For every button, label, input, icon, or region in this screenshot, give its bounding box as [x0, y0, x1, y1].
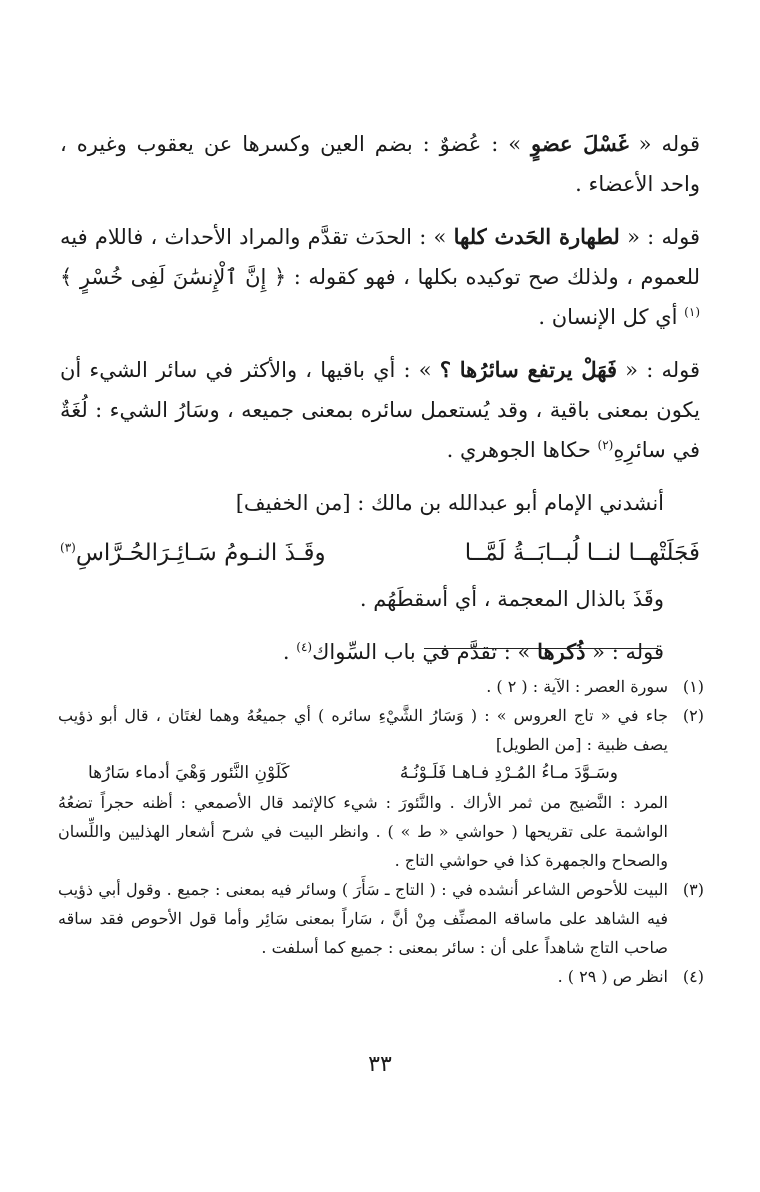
- paragraph-text: » : أي باقيها ، والأكثر في سائر الشيء أن يكون بمعنى باقية ، وقد يُستعمل سائره بمعنى جميعه ، وسَارُ الشيء : لُغَةٌ في سائرِهِ: [60, 358, 700, 462]
- footnote-number: (٤): [682, 967, 704, 986]
- paragraph-4: [60, 632, 700, 672]
- paragraph-tail: أي كل الإنسان .: [538, 305, 685, 329]
- paragraph-1: [60, 124, 700, 204]
- footnote-verse-first: وسَـوَّدَ مـاءُ المُـرْدِ فـاهـا فَلَـوْنُـهُ: [399, 763, 618, 783]
- paragraph-text: » : عُضوٌ : بضم العين وكسرها عن يعقوب وغيره ، واحد الأعضاء .: [60, 132, 700, 196]
- poetry-verse: [60, 531, 700, 575]
- verse-intro: أنشدني الإمام أبو عبدالله بن مالك : [من الخفيف]: [235, 491, 664, 515]
- paragraph-lead: قوله : «: [619, 225, 701, 249]
- verse-second-text: وقَـذَ النـومُ سَـائِـرَالحُـرَّاسِ: [75, 540, 326, 566]
- after-verse-line: وقَذَ بالذال المعجمة ، أي أسقطَهُم .: [359, 587, 664, 611]
- paragraph-lead: قوله : «: [585, 640, 664, 664]
- paragraph-lead: قوله : «: [617, 358, 700, 382]
- verse-second-hemistich: [60, 531, 326, 575]
- footnote-ref[interactable]: (١): [684, 305, 700, 319]
- quoted-term: لطهارة الحَدث كلها: [453, 224, 620, 249]
- footnote-number: (٣): [682, 880, 704, 899]
- quoted-term: فَهَلْ يرتفع سائرُها ؟: [439, 357, 617, 382]
- paragraph-lead: قوله «: [628, 132, 700, 156]
- paragraph-3: [60, 350, 700, 470]
- footnote-1: [58, 672, 704, 701]
- footnote-number: (١): [682, 677, 704, 696]
- footnote-number: (٢): [682, 706, 704, 725]
- paragraph-2: [60, 217, 700, 337]
- footnote-ref[interactable]: (٣): [60, 540, 76, 555]
- footnote-text-continued: المرد : النَّضيج من ثمر الأراك . والنَّئورَ : شيء كالإثمد قال الأصمعي : أظنه حجراً تضعُهُ الواشمة على تقريحها ( حواشي « ط » ) . وانظر البيت في شرح أشعار الهذليين واللِّسان والصحاح والجمهرة كذا في حواشي التاج .: [58, 793, 668, 870]
- paragraph-text: » : الحدَث تقدَّم والمراد الأحداث ، فاللام فيه للعموم ، ولذلك صح توكيده بكلها ، فهو كقوله : ﴿ إِنَّ ٱلْإِنسَٰنَ لَفِى خُسْرٍ ﴾: [60, 225, 700, 289]
- footnote-verse-second: كَلَوْنِ النَّئور وَهْيَ أدماء سَارُها: [88, 763, 290, 783]
- verse-first-hemistich: فَجَلَتْهــا لنــا لُبــابَــةُ لَمَّــا: [464, 540, 700, 566]
- footnote-text: جاء في « تاج العروس » : ( وَسَارُ الشَّيْءِ سائره ) أي جميعُهُ وهما لغتَان ، قال أبو ذؤيب يصف ظبية : [من الطويل]: [58, 706, 668, 754]
- footnote-separator: [424, 648, 658, 649]
- paragraph-text: » : تقدَّم في باب السِّواك: [312, 640, 538, 664]
- footnote-text: انظر ص ( ٢٩ ) .: [557, 967, 668, 986]
- footnotes: [58, 672, 704, 991]
- footnote-verse: [58, 759, 668, 788]
- quoted-term: ذُكرها: [537, 639, 586, 664]
- footnote-2: [58, 701, 704, 875]
- paragraph-tail: .: [282, 640, 297, 664]
- footnote-ref[interactable]: (٤): [296, 640, 313, 654]
- footnote-body: [58, 701, 668, 875]
- quoted-term: غَسْلَ عضوٍ: [530, 131, 629, 156]
- main-text: [60, 124, 700, 685]
- footnote-4: [58, 962, 704, 991]
- footnote-text: البيت للأحوص الشاعر أنشده في : ( التاج ـ سَأَرَ ) وسائر فيه بمعنى : جميع . وقول أبي ذؤيب فيه الشاهد على ماساقه المصنِّف مِنْ أنَّ ، سَاراً بمعنى سَائِر وأما قول الأحوص فقد ساقه صاحب التاج شاهداً على أن : سائر بمعنى : جميع كما أسلفت .: [58, 880, 668, 957]
- footnote-text: سورة العصر : الآية : ( ٢ ) .: [486, 677, 668, 696]
- page-number: ٣٣: [368, 1052, 392, 1077]
- footnote-3: [58, 875, 704, 962]
- paragraph-tail: حكاها الجوهري .: [446, 438, 598, 462]
- footnote-ref[interactable]: (٢): [597, 438, 614, 452]
